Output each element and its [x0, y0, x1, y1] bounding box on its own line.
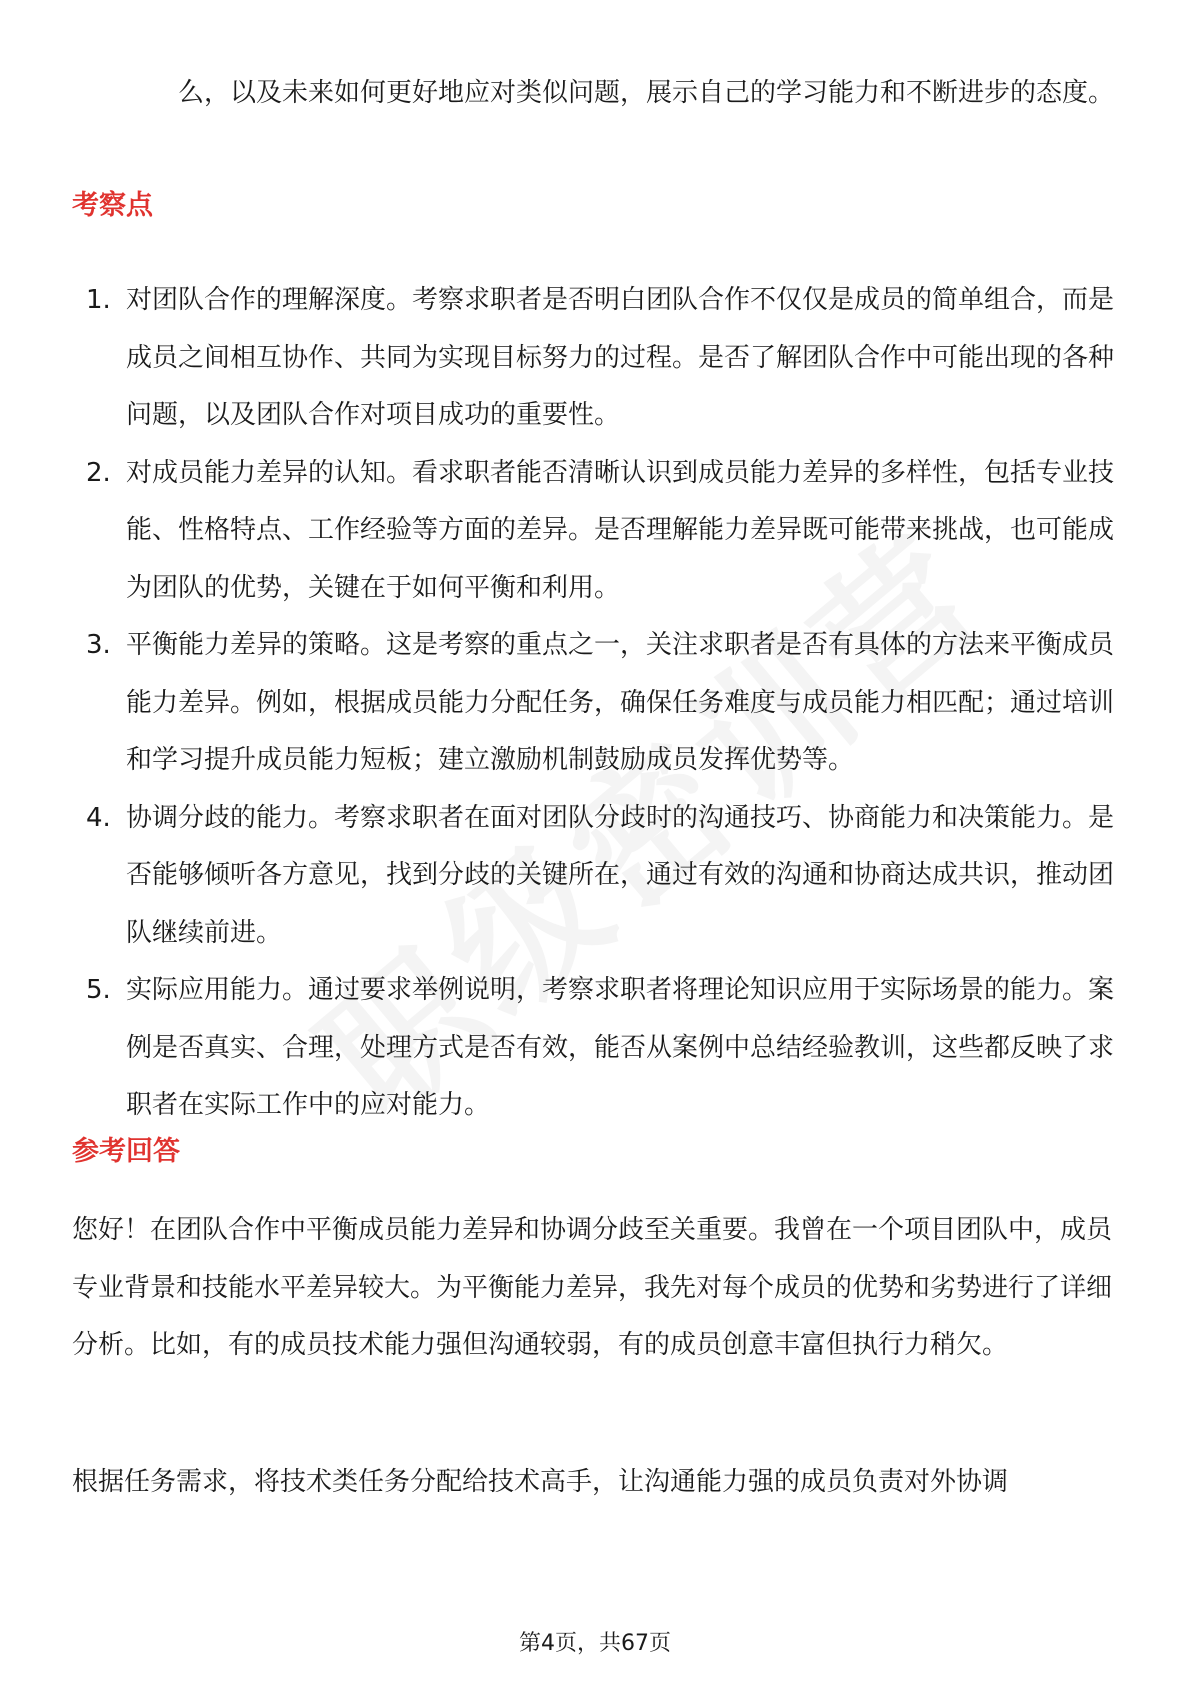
list-item-text: 对团队合作的理解深度。考察求职者是否明白团队合作不仅仅是成员的简单组合，而是成员之间相互协作、共同为实现目标努力的过程。是否了解团队合作中可能出现的各种问题，以及团队合作对项目成功的重要性。 — [126, 285, 1115, 430]
list-item-number: 3. — [86, 630, 111, 660]
list-item — [72, 445, 1118, 618]
list-item — [72, 617, 1118, 790]
page-number-footer: 第4页，共67页 — [519, 1631, 671, 1656]
list-item-text: 实际应用能力。通过要求举例说明，考察求职者将理论知识应用于实际场景的能力。案例是否真实、合理，处理方式是否有效，能否从案例中总结经验教训，这些都反映了求职者在实际工作中的应对能力。 — [126, 975, 1115, 1120]
list-item-number: 4. — [86, 802, 111, 833]
list-item-number: 5. — [86, 975, 111, 1005]
list-item — [72, 962, 1118, 1135]
answer-paragraph: 根据任务需求，将技术类任务分配给技术高手，让沟通能力强的成员负责对外协调 — [72, 1467, 1009, 1497]
list-item — [72, 790, 1118, 963]
answer-paragraph: 您好！在团队合作中平衡成员能力差异和协调分歧至关重要。我曾在一个项目团队中，成员专业背景和技能水平差异较大。为平衡能力差异，我先对每个成员的优势和劣势进行了详细分析。比如，有的成员技术能力强但沟通较弱，有的成员创意丰富但执行力稍欠。 — [72, 1215, 1113, 1360]
list-item-number: 2. — [86, 457, 111, 488]
continuation-paragraph: 么，以及未来如何更好地应对类似问题，展示自己的学习能力和不断进步的态度。 — [178, 78, 1115, 108]
list-item-text: 平衡能力差异的策略。这是考察的重点之一，关注求职者是否有具体的方法来平衡成员能力差异。例如，根据成员能力分配任务，确保任务难度与成员能力相匹配；通过培训和学习提升成员能力短板；建立激励机制鼓励成员发挥优势等。 — [126, 630, 1115, 775]
list-item-text: 协调分歧的能力。考察求职者在面对团队分歧时的沟通技巧、协商能力和决策能力。是否能够倾听各方意见，找到分歧的关键所在，通过有效的沟通和协商达成共识，推动团队继续前进。 — [126, 802, 1115, 948]
list-item-number: 1. — [86, 285, 111, 315]
examination-points-list — [72, 272, 1118, 1135]
section-heading-reference-answer: 参考回答 — [72, 1136, 180, 1167]
section-heading-examination-points: 考察点 — [72, 190, 153, 221]
list-item-text: 对成员能力差异的认知。看求职者能否清晰认识到成员能力差异的多样性，包括专业技能、性格特点、工作经验等方面的差异。是否理解能力差异既可能带来挑战，也可能成为团队的优势，关键在于如何平衡和利用。 — [126, 457, 1115, 603]
list-item — [72, 272, 1118, 445]
